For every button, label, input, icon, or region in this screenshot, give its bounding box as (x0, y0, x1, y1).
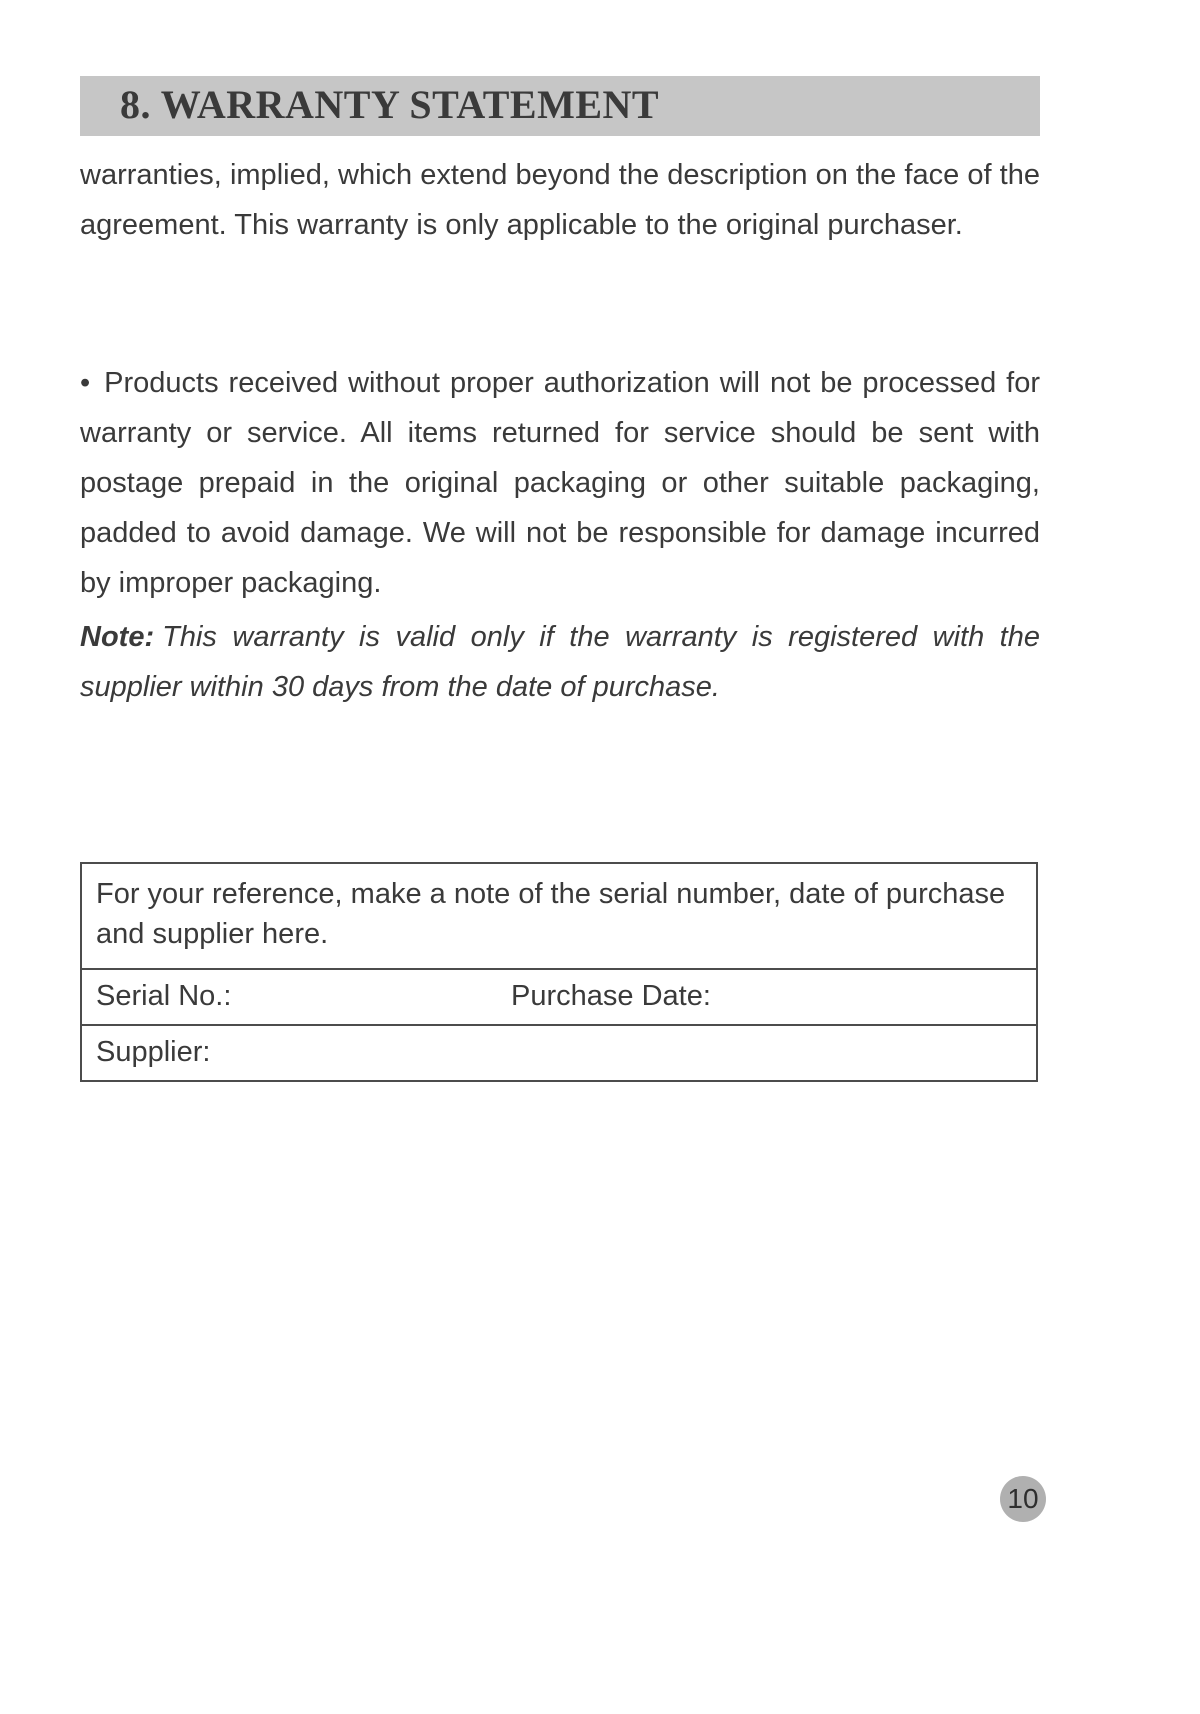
purchase-date-label: Purchase Date: (511, 980, 711, 1012)
warranty-note-paragraph (80, 612, 1040, 712)
warranty-paragraph-1: warranties, implied, which extend beyond the description on the face of the agreement. This warranty is only applicable to the original purchaser. (80, 159, 1040, 241)
note-text: This warranty is valid only if the warranty is registered with the supplier within 30 days from the date of purchase. (80, 621, 1040, 703)
reference-table-intro-row: For your reference, make a note of the serial number, date of purchase and supplier here. (96, 878, 1006, 950)
page-number: 10 (1007, 1483, 1039, 1514)
section-header-bar (80, 76, 1040, 136)
reference-table-serial-row (82, 968, 1036, 1024)
bullet-icon: • (80, 367, 91, 399)
section-header-title: 8. WARRANTY STATEMENT (120, 82, 660, 127)
page-number-badge (1000, 1476, 1046, 1522)
bullet-paragraph-text: Products received without proper authorization will not be processed for warranty or service. All items returned for service should be sent with postage prepaid in the original packaging or other suitable packaging, padded to avoid damage. We will not be responsible for damage incurred by improper packaging. (80, 367, 1040, 599)
reference-note-table (80, 862, 1038, 1082)
reference-table-supplier-row: Supplier: (82, 1024, 1036, 1080)
warranty-bullet-paragraph (80, 358, 1040, 608)
serial-number-label: Serial No.: (96, 980, 232, 1012)
note-label: Note: (80, 621, 155, 653)
